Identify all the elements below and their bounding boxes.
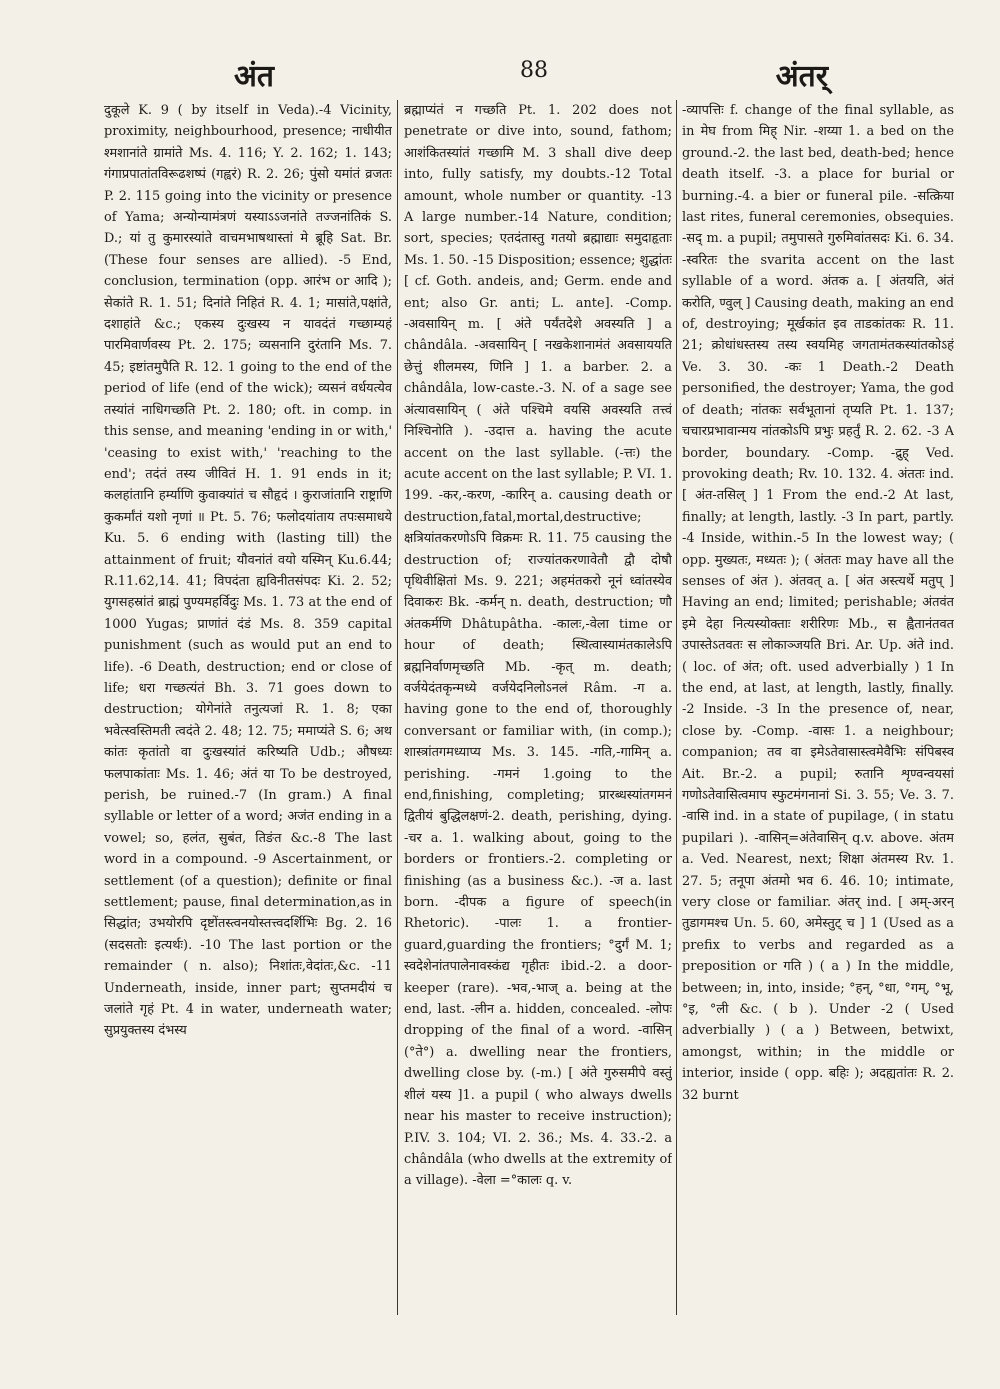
column-1-text: दुकूले K. 9 ( by itself in Veda).-4 Vicinity, proximity, neighbourhood, presence; नाधीयीत श्मशानांते ग्रामांते Ms. 4. 116; Y. 2. 162; 1. 143; गंगाप्रपातांतविरूढशष्पं (गह्वरं) R. 2. 26; पुंसो यमांतं व्रजतः P. 2. 115 going into the vicinity or presence of Yama; अन्योन्यामंत्रणं यस्याऽऽजनांते तज्जनांतिकं S. D.; यां तु कुमारस्यांते वाचमभाषथास्तां मे ब्रूहि Sat. Br.(These four senses are allied). -5 End, conclusion, termination (opp. आरंभ or आदि ); सेकांते R. 1. 51; दिनांते निहितं R. 4. 1; मासांते,पक्षांते, दशाहांते &c.; एकस्य दुःखस्य न यावदंतं गच्छाम्यहं पारमिवार्णवस्य Pt. 2. 175; व्यसनानि दुरंतानि Ms. 7. 45; इष्टांतमुपैति R. 12. 1 going to the end of the period of life (end of the wick); व्यसनं वर्धयत्येव तस्यांतं नाधिगच्छति Pt. 2. 180; oft. in comp. in this sense, and meaning 'ending in or with,' 'ceasing to exist with,' 'reaching to the end'; तदंतं तस्य जीवितं H. 1. 91 ends in it; कलहांतानि हर्म्याणि कुवाक्यांतं च सौहृदं । कुराजांतानि राष्ट्राणि कुकर्मांतं यशो नृणां ॥ Pt. 5. 76; फलोदयांताय तपःसमाधये Ku. 5. 6 ending with (lasting till) the attainment of fruit; यौवनांतं वयो यस्मिन् Ku.6.44; R.11.62,14. 41; विपदंता ह्यविनीतसंपदः Ki. 2. 52; युगसहस्रांतं ब्राह्मं पुण्यमहर्विदुः Ms. 1. 73 at the end of 1000 Yugas; प्राणांतं दंडं Ms. 8. 359 capital punishment (such as would put an end to life). -6 Death, destruction; end or close of life; धरा गच्छत्यंतं Bh. 3. 71 goes down to destruction; योगेनांते तनुत्यजां R. 1. 8; एका भवेत्स्वस्तिमती त्वदंते 2. 48; 12. 75; ममाप्यंते S. 6; अथ कांतः कृतांतो वा दुःखस्यांतं करिष्यति Udb.; औषध्यः फलपाकांताः Ms. 1. 46; अंतं या To be destroyed, perish, be ruined.-7 (In gram.) A final syllable or letter of a word; अजंत ending in a vowel; so, हलंत, सुबंत, तिङंत &c.-8 The last word in a compound. -9 Ascertainment, or settlement (of a question); definite or final settlement; pause, final determination,as in सिद्धांत; उभयोरपि दृष्टोंतस्त्वनयोस्तत्त्वदर्शिभिः Bg. 2. 16 (सदसतोः इत्यर्थः). -10 The last portion or the remainder ( n. also); निशांतः,वेदांतः,&c. -11 Underneath, inside, inner part; सुप्तमदीयं च जलांते गृहं Pt. 4 in water, underneath water; सुप्रयुक्तस्य दंभस्य	[104, 103, 392, 1039]
left-running-headword: अंत	[234, 59, 275, 94]
column-2-text: ब्रह्माप्यंतं न गच्छति Pt. 1. 202 does not penetrate or dive into, sound, fathom; आशंकितस्यांतं गच्छामि M. 3 shall dive deep into, fully satisfy, my doubts.-12 Total amount, whole number or quantity. -13 A large number.-14 Nature, condition; sort, species; एतदंतास्तु गतयो ब्रह्माद्याः समुदाहृताः Ms. 1. 50. -15 Disposition; essence; शुद्धांतः [ cf. Goth. andeis, and; Germ. ende and ent; also Gr. anti; L. ante]. -Comp. -अवसायिन् m. [ अंते पर्यंतदेशे अवस्यति ] a chândâla. -अवसायिन् [ नखकेशानामंतं अवसाययति छेत्तुं शीलमस्य, णिनि ] 1. a barber. 2. a chândâla, low-caste.-3. N. of a sage see अंत्यावसायिन् ( अंते पश्चिमे वयसि अवस्यति तत्त्वं निश्चिनोति ). -उदात्त a. having the acute accent on the last syllable. (-त्तः) the acute accent on the last syllable; P. VI. 1. 199. -कर,-करण, -कारिन् a. causing death or destruction,fatal,mortal,destructive; क्षत्रियांतकरणोऽपि विक्रमः R. 11. 75 causing the destruction of; राज्यांतकरणावेतौ द्वौ दोषौ पृथिवीक्षितां Ms. 9. 221; अहमंतकरो नूनं ध्वांतस्येव दिवाकरः Bk. -कर्मन् n. death, destruction; णौ अंतकर्मणि Dhâtupâtha. -कालः,-वेला time or hour of death; स्थित्वास्यामंतकालेऽपि ब्रह्मनिर्वाणमृच्छति Mb. -कृत् m. death; वर्जयेदंतकृन्मध्ये वर्जयेदनिलोऽनलं Râm. -ग a. having gone to the end of, thoroughly conversant or familiar with, (in comp.); शास्त्रांतगमध्याप्य Ms. 3. 145. -गति,-गामिन् a. perishing. -गमनं 1.going to the end,finishing, completing; प्रारब्धस्यांतगमनं द्वितीयं बुद्धिलक्षणं-2. death, perishing, dying. -चर a. 1. walking about, going to the borders or frontiers.-2. completing or finishing (as a business &c.). -ज a. last born. -दीपक a figure of speech(in Rhetoric). -पालः 1. a frontier-guard,guarding the frontiers; °दुर्गं M. 1; स्वदेशेनांतपालेनावस्कंद्य गृहीतः ibid.-2. a door-keeper (rare). -भव,-भाज् a. being at the end, last. -लीन a. hidden, concealed. -लोपः dropping of the final of a word. -वासिन् (°ते°) a. dwelling near the frontiers, dwelling close by. (-m.) [ अंते गुरुसमीपे वस्तुं शीलं यस्य ]1. a pupil ( who always dwells near his master to receive instruction); P.IV. 3. 104; VI. 2. 36.; Ms. 4. 33.-2. a chândâla (who dwells at the extremity of a village). -वेला =°कालः q. v.	[404, 103, 672, 1189]
column-1	[104, 100, 392, 1315]
column-2	[404, 100, 672, 1315]
page-number: 88	[520, 58, 548, 83]
column-divider	[397, 100, 398, 1315]
column-3-text: -व्यापत्तिः f. change of the final syllable, as in मेघ from मिह् Nir. -शय्या 1. a bed on the ground.-2. the last bed, death-bed; hence death itself. -3. a place for burial or burning.-4. a bier or funeral pile. -सत्क्रिया last rites, funeral ceremonies, obsequies. -सद् m. a pupil; तमुपासते गुरुमिवांतसदः Ki. 6. 34. -स्वरितः the svarita accent on the last syllable of a word. अंतक a. [ अंतयति, अंतं करोति, ण्वुल् ] Causing death, making an end of, destroying; मूर्खकांत इव ताडकांतकः R. 11. 21; क्रोधांधस्तस्य तस्य स्वयमिह जगतामंतकस्यांतकोऽहं Ve. 3. 30. -कः 1 Death.-2 Death personified, the destroyer; Yama, the god of death; नांतकः सर्वभूतानां तृप्यति Pt. 1. 137; चचारप्रभावान्मय नांतकोऽपि प्रभुः प्रहर्तुं R. 2. 62. -3 A border, boundary. -Comp. -द्रुह् Ved. provoking death; Rv. 10. 132. 4. अंततः ind. [ अंत-तसिल् ] 1 From the end.-2 At last, finally; at length, lastly. -3 In part, partly. -4 Inside, within.-5 In the lowest way; ( opp. मुख्यतः, मध्यतः ); ( अंततः may have all the senses of अंत ). अंतवत् a. [ अंत अस्त्यर्थे मतुप् ] Having an end; limited; perishable; अंतवंत इमे देहा नित्यस्योक्ताः शरीरिणः Mb., स ह्वैतानंतवत उपास्तेऽतवतः स लोकाञ्जयति Bri. Ar. Up. अंते ind. ( loc. of अंत; oft. used adverbially ) 1 In the end, at last, at length, lastly, finally. -2 Inside. -3 In the presence of, near, close by. -Comp. -वासः 1. a neighbour; companion; तव वा इमेऽतेवासास्त्वमेवैभिः संपिबस्व Ait. Br.-2. a pupil; रुतानि शृण्वन्वयसां गणोऽतेवासित्वमाप स्फुटमंगनानां Si. 3. 55; Ve. 3. 7. -वासि ind. in a state of pupilage, ( in statu pupilari ). -वासिन्=अंतेवासिन् q.v. above. अंतम a. Ved. Nearest, next; शिक्षा अंतमस्य Rv. 1. 27. 5; तनूपा अंतमो भव 6. 46. 10; intimate, very close or familiar. अंतर् ind. [ अम्-अरन् तुडागमश्च Un. 5. 60, अमेस्तुट् च ] 1 (Used as a prefix to verbs and regarded as a preposition or गति ) ( a ) In the middle, between; in, into, inside; °हन्, °धा, °गम्, °भू, °इ, °ली &c. ( b ). Under -2 ( Used adverbially ) ( a ) Between, betwixt, amongst, within; in the middle or interior, inside ( opp. बहिः ); अदह्यतांतः R. 2. 32 burnt	[682, 103, 954, 1103]
right-running-headword: अंतर्	[775, 59, 828, 94]
dictionary-columns	[104, 100, 954, 1315]
column-divider	[676, 100, 677, 1315]
page-header	[104, 52, 958, 100]
column-3	[682, 100, 954, 1315]
